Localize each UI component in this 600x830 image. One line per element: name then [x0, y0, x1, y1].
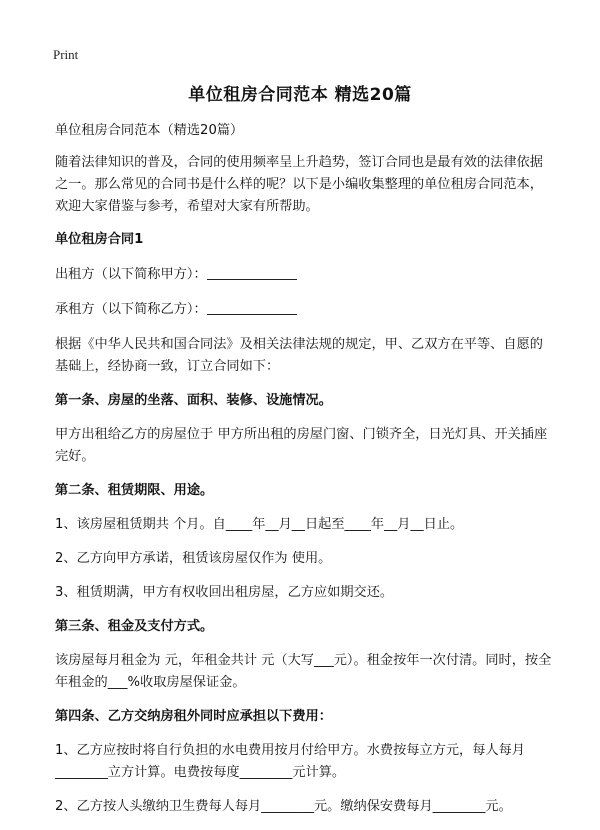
clause4-title: 第四条、乙方交纳房租外同时应承担以下费用：	[55, 709, 332, 724]
document-body	[55, 120, 555, 830]
intro-paragraph: 随着法律知识的普及，合同的使用频率呈上升趋势，签订合同也是最有效的法律依据之一。那么常见的合同书是什么样的呢？以下是小编收集整理的单位租房合同范本，欢迎大家借鉴与参考，希望对大家有所帮助。	[55, 155, 543, 214]
document-subtitle: 单位租房合同范本（精选20篇）	[55, 123, 244, 138]
lessor-blank	[207, 265, 297, 280]
lessee-label: 承租方（以下简称乙方）：	[55, 302, 207, 317]
clause2-item-1: 1、该房屋租赁期共 个月。自____年__月__日起至____年__月__日止。	[55, 517, 464, 532]
print-label[interactable]: Print	[53, 47, 79, 62]
clause3-title: 第三条、租金及支付方式。	[55, 619, 214, 634]
clause3-body: 该房屋每月租金为 元，年租金共计 元（大写___元）。租金按年一次付清。同时，按全年租金的___%收取房屋保证金。	[55, 653, 552, 690]
clause1-title: 第一条、房屋的坐落、面积、装修、设施情况。	[55, 393, 332, 408]
lessee-field	[55, 299, 555, 321]
clause2-item-3: 3、租赁期满，甲方有权收回出租房屋，乙方应如期交还。	[55, 585, 394, 600]
clause4-item-2: 2、乙方按人头缴纳卫生费每人每月________元。缴纳保安费每月________元。	[55, 799, 512, 814]
clause2-item-2: 2、乙方向甲方承诺，租赁该房屋仅作为 使用。	[55, 551, 332, 566]
lessee-blank	[207, 300, 297, 315]
contract-heading: 单位租房合同1	[55, 232, 144, 247]
document-title: 单位租房合同范本 精选20篇	[188, 85, 412, 105]
lessor-field	[55, 264, 555, 286]
clause2-title: 第二条、租赁期限、用途。	[55, 483, 214, 498]
clause4-item-1: 1、乙方应按时将自行负担的水电费用按月付给甲方。水费按每立方元，每人每月________立方计算。电费按每度________元计算。	[55, 743, 525, 780]
preamble-paragraph: 根据《中华人民共和国合同法》及相关法律法规的规定，甲、乙双方在平等、自愿的基础上，经协商一致，订立合同如下：	[55, 337, 543, 374]
clause1-body: 甲方出租给乙方的房屋位于 甲方所出租的房屋门窗、门锁齐全，日光灯具、开关插座完好。	[55, 427, 548, 464]
lessor-label: 出租方（以下简称甲方）：	[55, 267, 207, 282]
